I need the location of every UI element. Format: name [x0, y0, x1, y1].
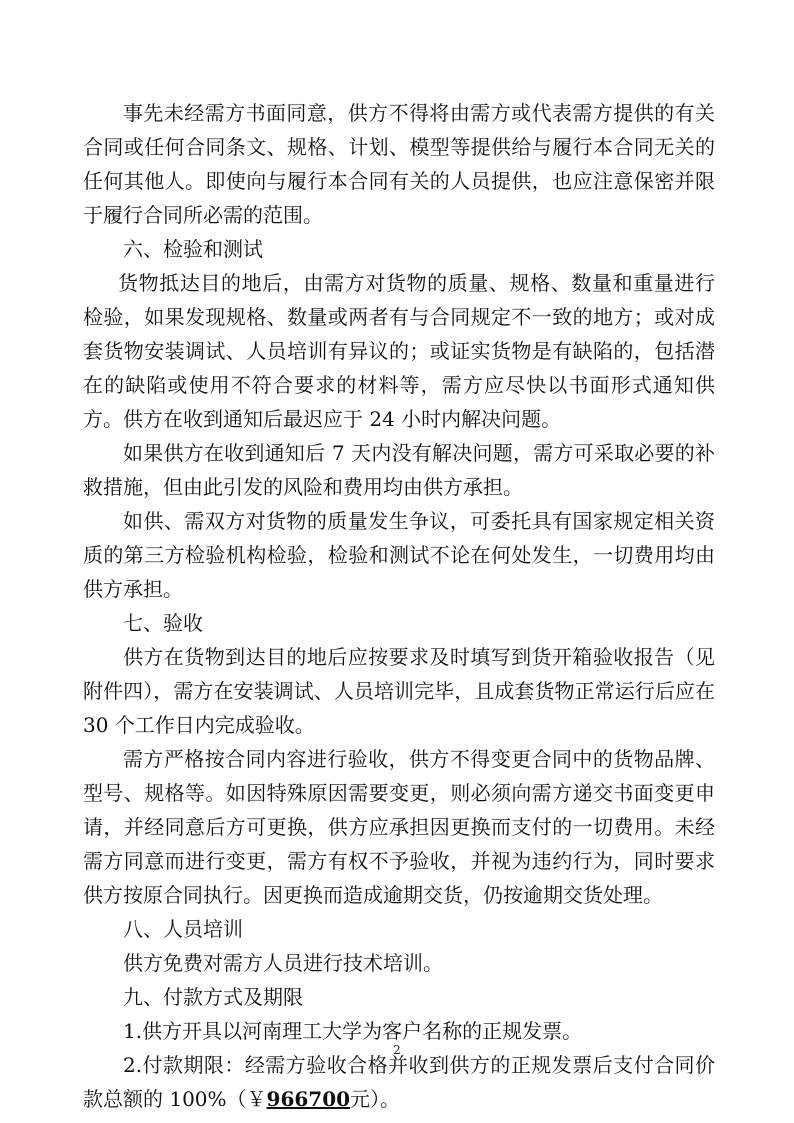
section-heading-inspection: 六、检验和测试 — [123, 237, 263, 261]
training-paragraph: 供方免费对需方人员进行技术培训。 — [123, 951, 443, 975]
document-body — [83, 96, 715, 1116]
remedy-paragraph: 如果供方在收到通知后 7 天内没有解决问题，需方可采取必要的补救措施，但由此引发的风险和费用均由供方承担。 — [83, 441, 715, 499]
payment-term-text: 2.付款期限：经需方验收合格并收到供方的正规发票后支付合同价款总额的 100%（￥ — [83, 1053, 715, 1111]
confidentiality-paragraph: 事先未经需方书面同意，供方不得将由需方或代表需方提供的有关合同或任何合同条文、规格、计划、模型等提供给与履行本合同无关的任何其他人。即使向与履行本合同有关的人员提供，也应注意保密并限于履行合同所必需的范围。 — [83, 101, 715, 227]
payment-term-suffix: 元）。 — [350, 1087, 401, 1111]
section-heading-payment: 九、付款方式及期限 — [123, 985, 303, 1009]
payment-amount: 966700 — [266, 1087, 351, 1111]
acceptance-rules-paragraph: 需方严格按合同内容进行验收，供方不得变更合同中的货物品牌、型号、规格等。如因特殊原因需要变更，则必须向需方递交书面变更申请，并经同意后方可更换，供方应承担因更换而支付的一切费用。未经需方同意而进行变更，需方有权不予验收，并视为违约行为，同时要求供方按原合同执行。因更换而造成逾期交货，仍按逾期交货处理。 — [83, 747, 715, 907]
acceptance-paragraph: 供方在货物到达目的地后应按要求及时填写到货开箱验收报告（见附件四），需方在安装调试、人员培训完毕，且成套货物正常运行后应在 30 个工作日内完成验收。 — [83, 645, 715, 737]
page-number: 2 — [393, 1043, 401, 1057]
invoice-paragraph: 1.供方开具以河南理工大学为客户名称的正规发票。 — [123, 1019, 583, 1043]
section-heading-acceptance: 七、验收 — [123, 611, 203, 635]
section-heading-training: 八、人员培训 — [123, 917, 243, 941]
inspection-paragraph: 货物抵达目的地后，由需方对货物的质量、规格、数量和重量进行检验，如果发现规格、数量或两者有与合同规定不一致的地方；或对成套货物安装调试、人员培训有异议的；或证实货物是有缺陷的，包括潜在的缺陷或使用不符合要求的材料等，需方应尽快以书面形式通知供方。供方在收到通知后最迟应于 24 小时内解决问题。 — [83, 271, 715, 431]
payment-term-paragraph — [83, 1048, 715, 1116]
dispute-paragraph: 如供、需双方对货物的质量发生争议，可委托具有国家规定相关资质的第三方检验机构检验，检验和测试不论在何处发生，一切费用均由供方承担。 — [83, 509, 715, 601]
